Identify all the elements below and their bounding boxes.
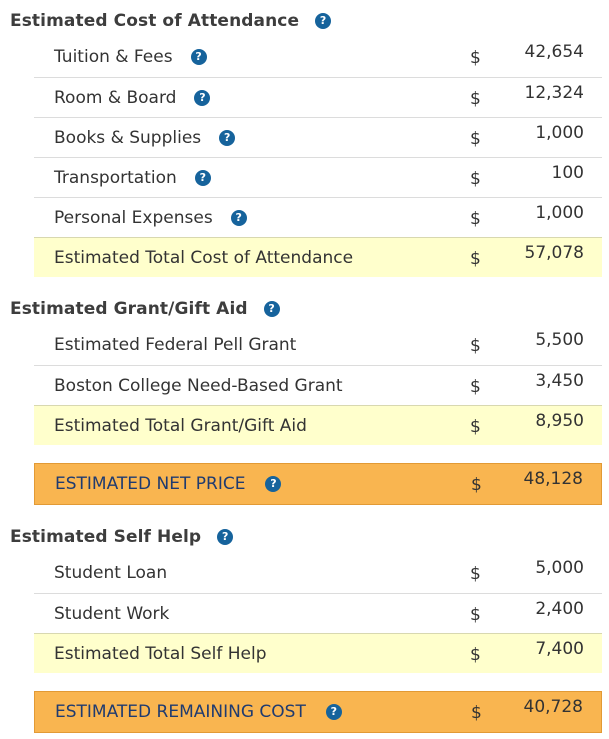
row-amount: 1,000: [535, 203, 584, 223]
self-help-row-student-loan: [34, 553, 602, 593]
row-label: Transportation: [54, 168, 177, 188]
self-help-row-student-work: [34, 593, 602, 633]
cost-row-transportation: [34, 157, 602, 197]
section-title-label: Estimated Grant/Gift Aid: [10, 299, 248, 319]
currency-symbol: $: [471, 703, 482, 723]
section-title-self-help: [10, 523, 233, 551]
row-label: Student Work: [54, 604, 170, 624]
currency-symbol: $: [470, 605, 481, 625]
section-title-grant-aid: [10, 295, 280, 323]
help-icon[interactable]: ?: [231, 210, 247, 226]
cost-row-room-board: [34, 77, 602, 117]
grant-total-row: [34, 405, 602, 445]
total-label: Estimated Total Self Help: [54, 644, 267, 664]
row-amount: 3,450: [535, 371, 584, 391]
currency-symbol: $: [470, 645, 481, 665]
total-amount: 8,950: [535, 411, 584, 431]
net-price-label: ESTIMATED NET PRICE: [55, 474, 246, 494]
currency-symbol: $: [471, 475, 482, 495]
row-amount: 5,000: [535, 558, 584, 578]
cost-row-tuition-fees: [34, 37, 602, 77]
section-title-label: Estimated Cost of Attendance: [10, 11, 300, 31]
currency-symbol: $: [470, 377, 481, 397]
currency-symbol: $: [470, 89, 481, 109]
currency-symbol: $: [470, 417, 481, 437]
row-amount: 100: [551, 163, 584, 183]
remaining-cost-label: ESTIMATED REMAINING COST: [55, 702, 306, 722]
cost-row-books-supplies: [34, 117, 602, 157]
total-label: Estimated Total Cost of Attendance: [54, 248, 354, 268]
row-amount: 1,000: [535, 123, 584, 143]
total-label: Estimated Total Grant/Gift Aid: [54, 416, 307, 436]
row-label: Estimated Federal Pell Grant: [54, 335, 297, 355]
row-label: Room & Board: [54, 88, 177, 108]
grant-row-pell: [34, 325, 602, 365]
currency-symbol: $: [470, 209, 481, 229]
total-amount: 57,078: [524, 243, 584, 263]
net-price-amount: 48,128: [523, 469, 583, 489]
row-amount: 42,654: [524, 42, 584, 62]
row-label: Personal Expenses: [54, 208, 213, 228]
row-amount: 2,400: [535, 599, 584, 619]
currency-symbol: $: [470, 336, 481, 356]
self-help-total-row: [34, 633, 602, 673]
help-icon[interactable]: ?: [191, 49, 207, 65]
cost-row-personal-expenses: [34, 197, 602, 237]
net-price-row: [34, 463, 602, 505]
currency-symbol: $: [470, 129, 481, 149]
help-icon[interactable]: ?: [265, 476, 281, 492]
cost-total-row: [34, 237, 602, 277]
help-icon[interactable]: ?: [315, 13, 331, 29]
currency-symbol: $: [470, 564, 481, 584]
help-icon[interactable]: ?: [219, 130, 235, 146]
currency-symbol: $: [470, 169, 481, 189]
row-amount: 5,500: [535, 330, 584, 350]
help-icon[interactable]: ?: [264, 301, 280, 317]
total-amount: 7,400: [535, 639, 584, 659]
help-icon[interactable]: ?: [195, 170, 211, 186]
help-icon[interactable]: ?: [217, 529, 233, 545]
section-title-label: Estimated Self Help: [10, 527, 202, 547]
grant-row-need-based: [34, 365, 602, 405]
currency-symbol: $: [470, 249, 481, 269]
help-icon[interactable]: ?: [326, 704, 342, 720]
row-label: Boston College Need-Based Grant: [54, 376, 343, 396]
row-label: Books & Supplies: [54, 128, 202, 148]
row-label: Tuition & Fees: [54, 47, 173, 67]
help-icon[interactable]: ?: [194, 90, 210, 106]
row-amount: 12,324: [524, 83, 584, 103]
remaining-cost-row: [34, 691, 602, 733]
remaining-cost-amount: 40,728: [523, 697, 583, 717]
section-title-cost-of-attendance: [10, 7, 331, 35]
row-label: Student Loan: [54, 563, 168, 583]
currency-symbol: $: [470, 48, 481, 68]
